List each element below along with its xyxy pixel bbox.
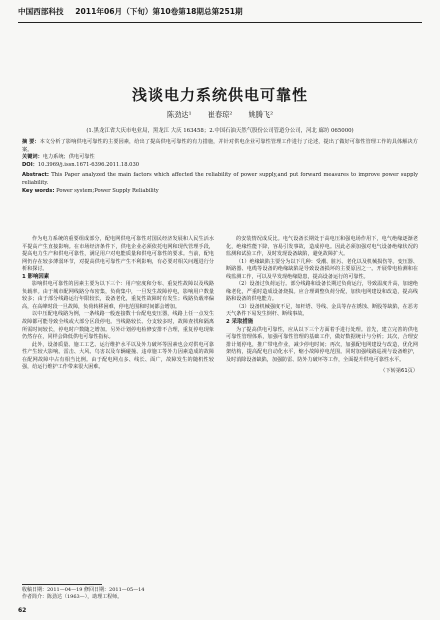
affiliation: (1.黑龙江省大庆市电业局，黑龙江 大庆 163458；2.中国石油天然气股份公司管道分公司，河北 廊坊 065000) [86,128,354,134]
abstract-cn-text: 本文分析了影响供电可靠性的主要因素，给出了提高供电可靠性的有力措施，并针对供电企业可靠性管理工作进行了论述，提出了做好可靠性管理工作的具体解决方案。 [22,139,418,153]
author-bio: 作者简介：陈劲达（1963—），助理工程师。 [22,594,123,600]
keywords-en-text: Power system;Power Supply Reliability [56,187,159,194]
right-column [226,236,418,376]
keywords-en [22,188,418,196]
abstract-cn [22,139,418,154]
abstract-en-label: Abstract: [22,172,49,179]
author-list [0,110,440,120]
abstract-en [22,172,418,187]
body-paragraph: 影响供电可靠性的因素主要为以下三个：用户密度和分布、重复性故障以及线路负载率。由于城市配网线路分布密集，负荷集中，一旦发生故障停电，影响用户数量较多；由于部分线路运行年限较长，设备老化，重复性故障时有发生；线路负载率偏高，在高峰时段一旦故障，负荷转移困难，停电范围和时间都会增加。 [22,281,214,310]
body-paragraph: 为了提高供电可靠性，应从以下三个方面着手进行处理。首先，建立完善的供电可靠性管理体系，加强可靠性管理的基础工作，做好数据统计与分析；其次，合理安排计划停电，推广带电作业，减少停电时间；再次，加强配电网建设与改造，优化网架结构，提高配电自动化水平，缩小故障停电范围。同时加强线路巡视与设备维护，及时消除设备缺陷，加强防雷、防外力破坏等工作，全面提升供电可靠性水平。 [226,326,418,363]
author-3: 姚腾飞² [248,110,273,119]
footnote-divider [22,584,102,585]
left-column [22,236,214,372]
abstract-en-text: This Paper analyzed the main factors which affected the reliability of power supply,and put forward measures to improve power supply reliability. [22,172,418,186]
body-paragraph: 的安装情况成反比。电气设备长期处于高电压和强电场作用下，电气绝缘逐渐老化，绝缘性能下降，容易引发事故，造成停电。因此必须加强对电气设备绝缘状况的监测和试验工作，及时发现设备缺陷，避免故障扩大。 [226,236,418,258]
keywords-cn-text: 电力系统；供电可靠性 [42,154,95,161]
paper-title: 浅谈电力系统供电可靠性 [131,86,308,104]
author-1: 陈劲达¹ [167,110,192,119]
journal-header [18,6,422,23]
body-paragraph: （1）绝缘缺陷主要分为以下几种：受潮、脏污、老化以及机械损伤等。变压器、断路器、电缆等设备的绝缘缺陷是导致设备损坏的主要原因之一。开展带电检测和在线监测工作，可以及早发现绝缘隐患，提高设备运行的可靠性。 [226,258,418,280]
journal-issue: 2011年06月（下旬）第10卷第18期总第251期 [75,7,243,16]
author-2: 崔春琼² [207,110,233,119]
keywords-cn-label: 关键词： [22,154,43,161]
keywords-cn [22,154,418,162]
page-number: 62 [18,607,27,614]
received-date: 收稿日期：2011—04—19 修回日期：2011—05—14 [22,587,145,593]
doi-label: DOI： [22,161,38,168]
section-heading-2: 2 采取措施 [226,319,254,326]
keywords-en-label: Key words: [22,187,55,194]
abstract-cn-label: 摘 要： [22,139,40,145]
body-paragraph: 此外，设备质量、施工工艺、运行维护水平以及外力破坏等因素也会对供电可靠性产生较大影响。雷击、大风、鸟害以及车辆碰撞、违章施工等外力因素造成的故障在配网故障中占有相当比例。由于配电网点多、线长、面广，故障发生的随机性较强，给运行维护工作带来很大困难。 [22,341,214,371]
abstract-block [22,139,418,195]
doi-text: 10.3969/j.issn.1671-6396.2011.18.030 [37,161,140,168]
body-paragraph: （2）设备过负荷运行。部分线路和设备长期过负荷运行，导致温度升高，加速绝缘老化，严重时造成设备烧损。应合理调整负荷分配，加快电网建设和改造，提高线路和设备的供电能力。 [226,281,418,303]
journal-name: 中国西部科技 [18,7,64,16]
doi [22,162,418,170]
body-paragraph: 以中压配电线路为例，一条线路一般连接数十台配电变压器，线路上任一点发生故障都可能导致全线或大部分区段停电。当线路较长、分支较多时，故障查找和隔离所需时间较长，停电时户数随之增加。另外计划停电检修安排不合理，重复停电现象仍然存在，同样会降低供电可靠性指标。 [22,311,214,341]
continued-note: （下转第61页） [380,368,418,375]
body-paragraph: （3）设备机械强度不足，如杆塔、导线、金具等存在锈蚀、断股等缺陷，在恶劣天气条件下易发生倒杆、断线事故。 [226,303,418,318]
section-heading-1: 1 影响因素 [22,273,50,280]
footnote [22,587,145,601]
intro-paragraph: 作为电力系统的重要组成部分，配电网供电可靠性对国民经济发展和人民生活水平提高产生直接影响。在市场经济条件下，供电企业必须依托电网和现代管理手段，提高电力生产和供电可靠性，满足用户对电能质量和供电可靠性的要求。当前，配电网仍存在较多薄弱环节，对提高供电可靠性产生不利影响，有必要对相关问题进行分析和探讨。 [22,236,214,273]
